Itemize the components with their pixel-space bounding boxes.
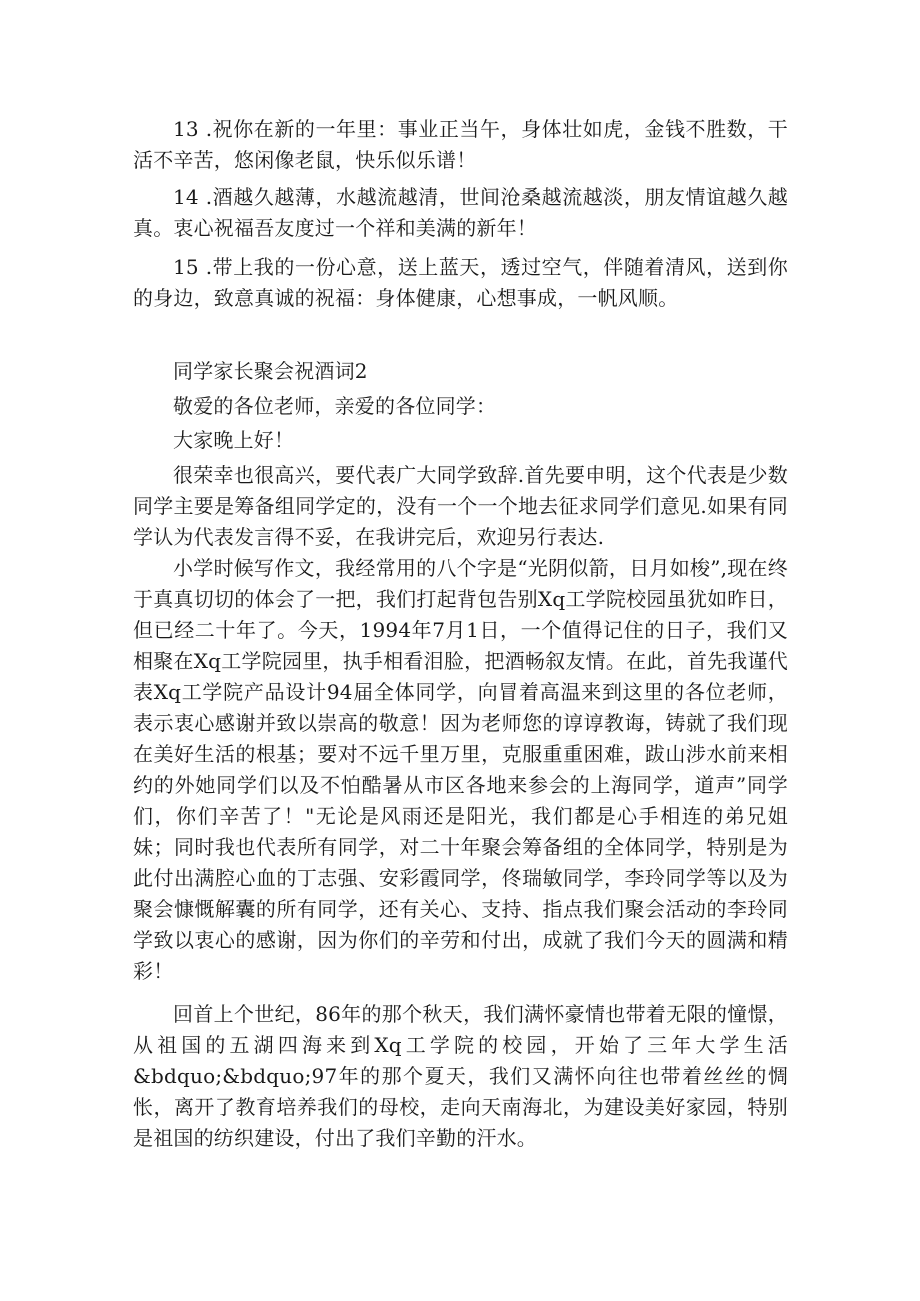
wish-item-14: 14 .酒越久越薄，水越流越清，世间沧桑越流越淡，朋友情谊越久越真。衷心祝福吾友度过一个祥和美满的新年！ [133, 185, 788, 240]
wish-item-13: 13 .祝你在新的一年里：事业正当午，身体壮如虎，金钱不胜数，干活不辛苦，悠闲像老鼠，快乐似乐谱！ [133, 117, 788, 172]
body-paragraph-3: 回首上个世纪，86年的那个秋天，我们满怀豪情也带着无限的憧憬，从祖国的五湖四海来到Xq工学院的校园，开始了三年大学生活&bdquo;&bdquo;97年的那个夏天，我们又满怀向往也带着丝丝的惆怅，离开了教育培养我们的母校，走向天南海北，为建设美好家园，特别是祖国的纺织建设，付出了我们辛勤的汗水。 [133, 1002, 788, 1150]
body-paragraph-1: 很荣幸也很高兴，要代表广大同学致辞.首先要申明，这个代表是少数同学主要是筹备组同学定的，没有一个一个地去征求同学们意见.如果有同学认为代表发言得不妥，在我讲完后，欢迎另行表达. [133, 463, 788, 549]
section-title: 同学家长聚会祝酒词2 [173, 359, 368, 383]
body-paragraph-2: 小学时候写作文，我经常用的八个字是“光阴似箭，日月如梭”,现在终于真真切切的体会了一把，我们打起背包告别Xq工学院校园虽犹如昨日，但已经二十年了。今天，1994年7月1日，一个值得记住的日子，我们又相聚在Xq工学院园里，执手相看泪脸，把酒畅叙友情。在此，首先我谨代表Xq工学院产品设计94届全体同学，向冒着高温来到这里的各位老师，表示衷心感谢并致以崇高的敬意！因为老师您的谆谆教诲，铸就了我们现在美好生活的根基；要对不远千里万里，克服重重困难，跋山涉水前来相约的外她同学们以及不怕酷暑从市区各地来参会的上海同学，道声”同学们，你们辛苦了！"无论是风雨还是阳光，我们都是心手相连的弟兄姐妹；同时我也代表所有同学，对二十年聚会筹备组的全体同学，特别是为此付出满腔心血的丁志强、安彩霞同学，佟瑞敏同学，李玲同学等以及为聚会慷慨解囊的所有同学，还有关心、支持、指点我们聚会活动的李玲同学致以衷心的感谢，因为你们的辛劳和付出，成就了我们今天的圆满和精彩！ [133, 556, 788, 983]
greeting: 大家晚上好！ [173, 428, 295, 452]
wish-item-15: 15 .带上我的一份心意，送上蓝天，透过空气，伴随着清风，送到你的身边，致意真诚的祝福：身体健康，心想事成，一帆风顺。 [133, 255, 788, 310]
salutation: 敬爱的各位老师，亲爱的各位同学： [173, 394, 497, 418]
